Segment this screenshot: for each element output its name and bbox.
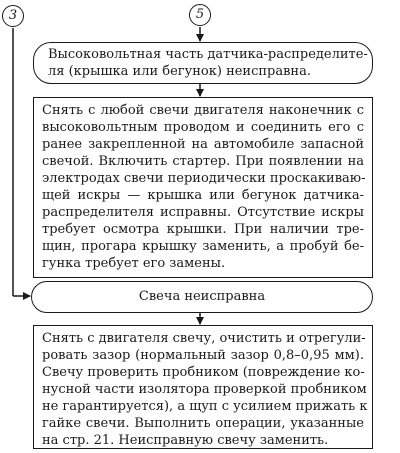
check-spark-line: распределителя исправны. Отсутствие искры	[42, 205, 364, 220]
fault-plug-node	[31, 281, 373, 313]
check-plug-line: на стр. 21. Неисправную свечу заменить.	[42, 433, 329, 448]
check-plug-line: ровать зазор (нормальный зазор 0,8–0,95 мм).	[42, 348, 364, 363]
connector-circle-3	[2, 5, 24, 27]
check-spark-line: свечой. Включить стартер. При появлении на	[42, 154, 364, 169]
check-plug-line: не гарантируется), а щуп с усилием прижать к	[42, 399, 368, 414]
check-spark-line: Снять с любой свечи двигателя наконечник с	[42, 103, 364, 118]
check-spark-line: требует осмотра крышки. При наличии тре-	[42, 222, 364, 237]
connector-label-5: 5	[195, 7, 205, 22]
connector-circle-5	[189, 4, 211, 26]
check-spark-line: высоковольтным проводом и соединить его с	[42, 120, 364, 135]
fault-plug-label: Свеча неисправна	[138, 289, 266, 304]
check-spark-line: щей искры — крышка или бегунок датчика-	[42, 188, 364, 203]
check-spark-node	[33, 97, 373, 278]
check-spark-line: щин, прогара крышку заменить, а пробуй бе-	[42, 239, 364, 254]
check-spark-line: гунка требует его замены.	[42, 256, 226, 271]
fault-cap-line: Высоковольтная часть датчика-распределите-	[48, 47, 368, 62]
check-plug-line: Снять с двигателя свечу, очистить и отрегули-	[42, 331, 366, 346]
fault-cap-line: ля (крышка или бегунок) неисправна.	[48, 64, 311, 79]
check-spark-line: ранее закрепленной на автомобиле запасной	[42, 137, 364, 152]
check-spark-line: электродах свечи периодически проскакиваю-	[42, 171, 366, 186]
fault-cap-node	[33, 42, 373, 84]
check-plug-line: гайке свечи. Выполнить операции, указанные	[42, 416, 364, 431]
connector-label-3: 3	[8, 8, 18, 23]
check-plug-line: Свечу проверить пробником (повреждение ко-	[42, 365, 365, 380]
check-plug-node	[33, 325, 373, 449]
check-plug-line: нусной части изолятора проверкой пробником	[42, 382, 367, 397]
